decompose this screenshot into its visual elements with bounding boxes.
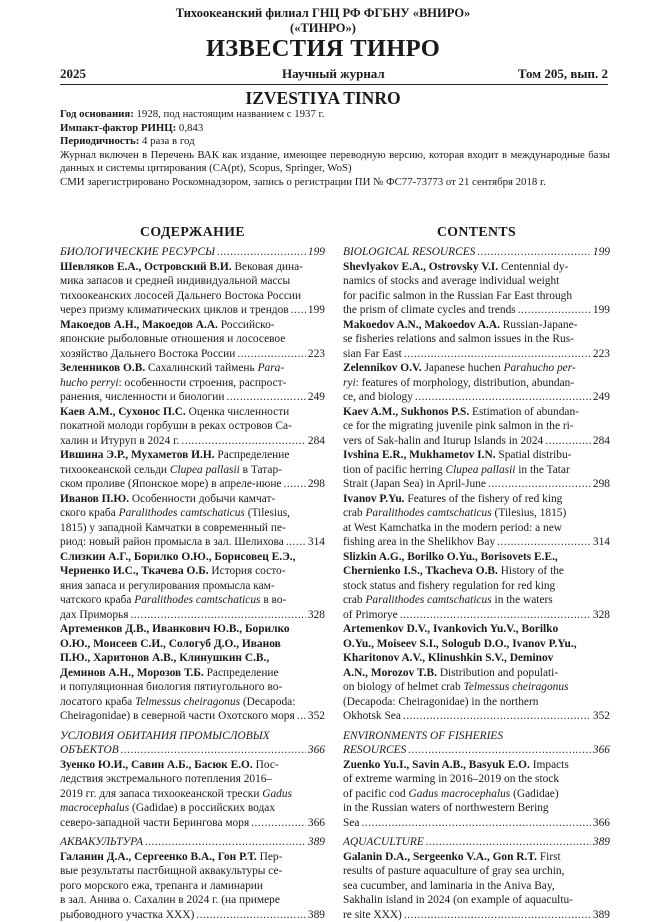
toc-entry[interactable]: Слизкин А.Г., Борилко О.Ю., Борисовец Е.Э., Черненко И.С., Ткачева О.Б. История состо- яния запаса и регулирования промысла кам- чатского краба Paralithodes camtschaticus в во- дах Приморья ..... 328 bbox=[60, 550, 325, 623]
toc-column-ru bbox=[60, 245, 325, 922]
toc-section-cont[interactable]: RESOURCES ..... 366 bbox=[343, 743, 610, 758]
toc-entry[interactable]: Каев А.М., Сухонос П.С. Оценка численности покатной молоди горбуши в реках островов Са- халин и Итуруп в 2024 г. ..... 284 bbox=[60, 405, 325, 449]
toc-entry[interactable]: Slizkin A.G., Borilko O.Yu., Borisovets E.E., Chernienko I.S., Tkacheva O.B. History of the stock status and fishery regulation for red king crab Paralithodes camtschaticus in the waters of Primorye ..... 328 bbox=[343, 550, 610, 623]
issue-volume: Том 205, вып. 2 bbox=[518, 66, 608, 81]
toc-section[interactable]: АКВАКУЛЬТУРА ..... 389 bbox=[60, 835, 325, 850]
toc-section[interactable]: БИОЛОГИЧЕСКИЕ РЕСУРСЫ ..... 199 bbox=[60, 245, 325, 260]
founded-line: Год основания: 1928, под настоящим названием с 1937 г. bbox=[60, 108, 610, 122]
impact-line: Импакт-фактор РИНЦ: 0,843 bbox=[60, 122, 610, 136]
toc-entry[interactable]: Artemenkov D.V., Ivankovich Yu.V., Borilko O.Yu., Moiseev S.I., Sologub D.O., Ivanov P.Yu., Kharitonov A.V., Klinushkin S.V., Deminov A.N., Morozov T.B. Distribution and populati- on biology of helmet crab Telmessus cheiragonus (Decapoda: Cheiragonidae) in the northern Okhotsk Sea ..... 352 bbox=[343, 622, 610, 724]
header-rule bbox=[60, 84, 608, 85]
registration-note: СМИ зарегистрировано Роскомнадзором, запись о регистрации ПИ № ФС77-73773 от 21 сентября 2018 г. bbox=[60, 176, 610, 190]
toc-column-en bbox=[343, 245, 610, 922]
toc-entry[interactable]: Zuenko Yu.I., Savin A.B., Basyuk E.O. Impacts of extreme warming in 2016–2019 on the stock of pacific cod Gadus macrocephalus (Gadidae) in the Russian waters of northwestern Bering Sea ..... 366 bbox=[343, 758, 610, 831]
toc-entry[interactable]: Ившина Э.Р., Мухаметов И.Н. Распределение тихоокеанской сельди Clupea pallasii в Татар- ском проливе (Японское море) в апреле-июне ..... 298 bbox=[60, 448, 325, 492]
toc-entry[interactable]: Shevlyakov E.A., Ostrovsky V.I. Centennial dy- namics of stocks and average individual weight for pacific salmon in the Russian Far East through the prism of climate cycles and trends ..... 199 bbox=[343, 260, 610, 318]
toc-section[interactable]: AQUACULTURE ..... 389 bbox=[343, 835, 610, 850]
issue-year: 2025 bbox=[60, 66, 86, 81]
toc-entry[interactable]: Зеленников О.В. Сахалинский таймень Para- hucho perryi: особенности строения, распрост- ранения, численности и биологии ..... 249 bbox=[60, 361, 325, 405]
journal-title: ИЗВЕСТИЯ ТИНРО bbox=[0, 36, 646, 62]
journal-info bbox=[60, 108, 610, 189]
journal-latin-title: IZVESTIYA TINRO bbox=[0, 88, 646, 108]
vak-note: Журнал включен в Перечень ВАК как издание, имеющее переводную версию, которая входит в международные базы данных и системы цитирования (CA(pt), Scopus, Springer, WoS) bbox=[60, 149, 610, 176]
contents-heading-ru: СОДЕРЖАНИЕ bbox=[60, 224, 325, 240]
toc-entry[interactable]: Макоедов А.Н., Макоедов А.А. Российско- японские рыболовные отношения и лососевое хозяйство Дальнего Востока России ..... 223 bbox=[60, 318, 325, 362]
toc-entry[interactable]: Ivshina E.R., Mukhametov I.N. Spatial distribu- tion of pacific herring Clupea pallasii in the Tatar Strait (Japan Sea) in April-June ..... 298 bbox=[343, 448, 610, 492]
periodicity-line: Периодичность: 4 раза в год bbox=[60, 135, 610, 149]
toc-entry[interactable]: Kaev A.M., Sukhonos P.S. Estimation of abundan- ce for the migrating juvenile pink salmon in the ri- vers of Sak-halin and Iturup Islands in 2024 ..... 284 bbox=[343, 405, 610, 449]
toc-entry[interactable]: Артеменков Д.В., Иванкович Ю.В., Борилко О.Ю., Моисеев С.И., Сологуб Д.О., Иванов П.Ю., Харитонов А.В., Клинушкин С.В., Деминов А.Н., Морозов Т.Б. Распределение и популяционная биология пятиугольного во- лосатого краба Telmessus cheiragonus (Decapoda: Cheiragonidae) в северной части Охотского моря ..... 352 bbox=[60, 622, 325, 724]
toc-entry[interactable]: Галанин Д.А., Сергеенко В.А., Гон Р.Т. Пер- вые результаты пастбищной аквакультуры се- рого морского ежа, трепанга и ламинарии в зал. Анива о. Сахалин в 2024 г. (на примере рыбоводного участка ХХХ) ..... 389 bbox=[60, 850, 325, 922]
toc-section[interactable]: УСЛОВИЯ ОБИТАНИЯ ПРОМЫСЛОВЫХ bbox=[60, 729, 325, 744]
toc-entry[interactable]: Galanin D.A., Sergeenko V.A., Gon R.T. First results of pasture aquaculture of gray sea urchin, sea cucumber, and laminaria in the Aniva Bay, Sakhalin island in 2024 (on example of aquacultu- re site XXX) ..... 389 bbox=[343, 850, 610, 922]
toc-section[interactable]: BIOLOGICAL RESOURCES ..... 199 bbox=[343, 245, 610, 260]
publisher: Тихоокеанский филиал ГНЦ РФ ФГБНУ «ВНИРО» («ТИНРО») bbox=[0, 6, 646, 36]
journal-type: Научный журнал bbox=[282, 66, 385, 81]
contents-heading-en: CONTENTS bbox=[343, 224, 610, 240]
toc-entry[interactable]: Zelennikov O.V. Japanese huchen Parahucho per- ryi: features of morphology, distribution, abundan- ce, and biology ..... 249 bbox=[343, 361, 610, 405]
toc-entry[interactable]: Makoedov A.N., Makoedov A.A. Russian-Japane- se fisheries relations and salmon issues in the Rus- sian Far East ..... 223 bbox=[343, 318, 610, 362]
toc-section-cont[interactable]: ОБЪЕКТОВ ..... 366 bbox=[60, 743, 325, 758]
toc-entry[interactable]: Ivanov P.Yu. Features of the fishery of red king crab Paralithodes camtschaticus (Tilesius, 1815) at West Kamchatka in the modern period: a new fishing area in the Shelikhov Bay ..... 314 bbox=[343, 492, 610, 550]
toc-entry[interactable]: Зуенко Ю.И., Савин А.Б., Басюк Е.О. Пос- ледствия экстремального потепления 2016– 2019 гг. для запаса тихоокеанской трески Gadus macrocephalus (Gadidae) в российских водах северо-западной части Берингова моря ..... 366 bbox=[60, 758, 325, 831]
toc-entry[interactable]: Шевляков Е.А., Островский В.И. Вековая дина- мика запасов и средней индивидуальной массы тихоокеанских лососей Дальнего Востока России через призму климатических циклов и трендов ..... 199 bbox=[60, 260, 325, 318]
toc-section[interactable]: ENVIRONMENTS OF FISHERIES bbox=[343, 729, 610, 744]
toc-entry[interactable]: Иванов П.Ю. Особенности добычи камчат- ского краба Paralithodes camtschaticus (Tilesius, 1815) у западной Камчатки в современный пе- риод: новый район промысла в зал. Шелихова ..... 314 bbox=[60, 492, 325, 550]
